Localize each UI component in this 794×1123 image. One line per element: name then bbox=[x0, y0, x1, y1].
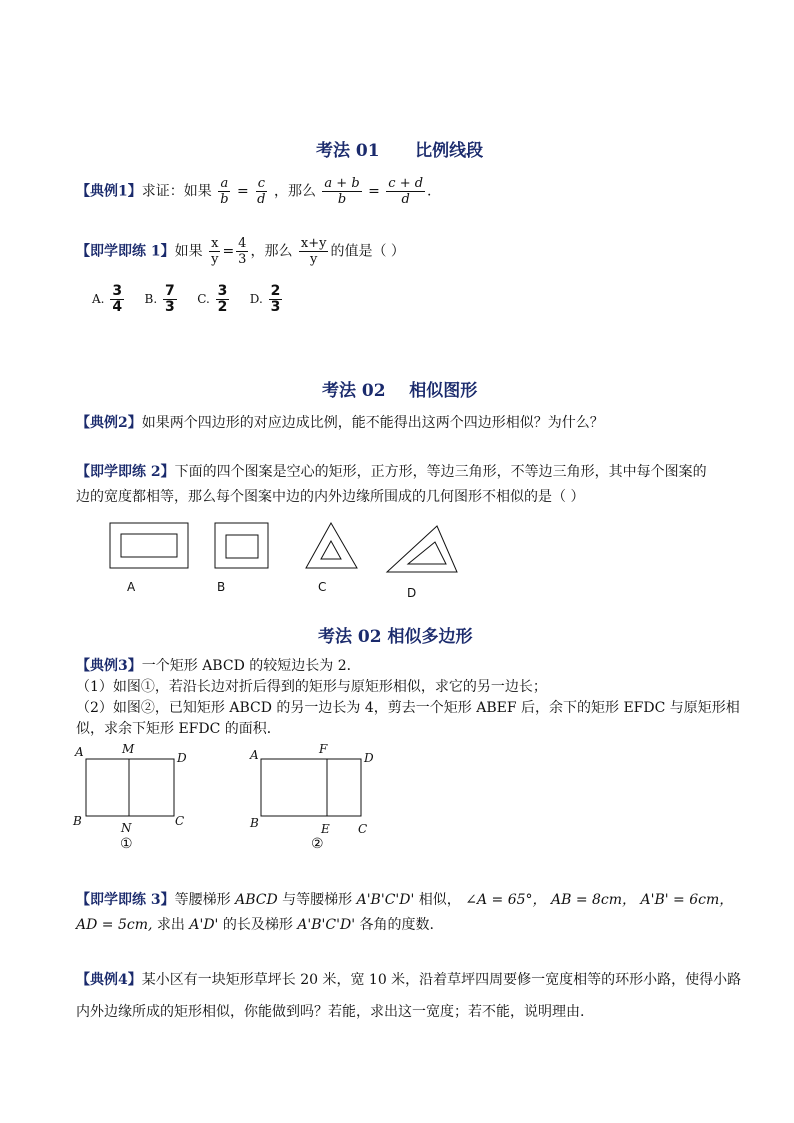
fig1-point-d: D bbox=[177, 751, 187, 765]
example-4-line-2: 内外边缘所成的矩形相似，你能做到吗？若能，求出这一宽度；若不能，说明理由. bbox=[76, 1004, 585, 1020]
equals-sign: = bbox=[222, 243, 235, 260]
section-title-2: 考法 02 相似图形 bbox=[322, 381, 478, 401]
fraction-a-over-b: $\frac{a}{b}$ bbox=[220, 176, 229, 207]
practice-1-text-a: 如果 bbox=[174, 243, 203, 260]
example-3-line-3: （2）如图②，已知矩形 ABCD 的另一边长为 4，剪去一个矩形 ABEF 后，余下的矩形 EFDC 与原矩形相 bbox=[76, 700, 740, 716]
fig2-point-a: A bbox=[250, 748, 259, 762]
section-title-1: 考法 01 比例线段 bbox=[316, 141, 484, 161]
fig1-point-c: C bbox=[175, 814, 185, 828]
fig2-point-f: F bbox=[319, 742, 328, 756]
practice-2-text-1: 下面的四个图案是空心的矩形，正方形，等边三角形，不等边三角形，其中每个图案的 bbox=[174, 464, 707, 480]
practice-2-tag: 【即学即练 2】 bbox=[76, 464, 175, 480]
example-3-line-2: （1）如图①，若沿长边对折后得到的矩形与原矩形相似，求它的另一边长； bbox=[76, 679, 547, 695]
practice-2-line-2: 边的宽度都相等，那么每个图案中边的内外边缘所围成的几何图形不相似的是（ ） bbox=[76, 489, 585, 505]
example-1-text-a: 求证：如果 bbox=[141, 183, 212, 200]
fig1-point-n: N bbox=[121, 821, 132, 835]
example-4-line-1 bbox=[76, 969, 741, 989]
practice-3-angle: ∠A = 65°， bbox=[465, 892, 547, 908]
example-3-line-4: 似，求余下矩形 EFDC 的面积． bbox=[76, 721, 281, 737]
fig2-point-e: E bbox=[321, 822, 330, 836]
practice-3-trapezoid: A'B'C'D' bbox=[297, 917, 356, 933]
practice-3-text-c: 与等腰梯形 bbox=[277, 892, 357, 908]
practice-1-text-b: ，那么 bbox=[250, 243, 293, 260]
example-1-tag: 【典例1】 bbox=[76, 183, 142, 200]
practice-3-text-e: 相似， bbox=[414, 892, 461, 908]
choice-c[interactable]: C. $\frac{3}{2}$ bbox=[197, 283, 228, 315]
figure-b-label: B bbox=[217, 580, 226, 594]
equals-sign: = bbox=[368, 183, 380, 200]
practice-3-apdp: A'D' bbox=[189, 917, 219, 933]
fig2-point-d: D bbox=[364, 751, 374, 765]
example-2-tag: 【典例2】 bbox=[76, 415, 142, 431]
practice-3-apbp: A'B' = 6cm， bbox=[640, 892, 734, 908]
fraction-a-plus-b-over-b: $\frac{a + b}{b}$ bbox=[324, 176, 360, 207]
practice-1-tag: 【即学即练 1】 bbox=[76, 243, 175, 260]
fig2-point-b: B bbox=[250, 816, 259, 830]
practice-3-line-1 bbox=[76, 889, 733, 909]
fraction-c-plus-d-over-d: $\frac{c + d}{d}$ bbox=[388, 176, 424, 207]
example-2-text: 如果两个四边形的对应边成比例，能不能得出这两个四边形相似？为什么？ bbox=[141, 415, 604, 431]
practice-3-text-d: A'B'C'D' bbox=[356, 892, 415, 908]
example-1-text-b: ，那么 bbox=[273, 183, 316, 200]
figure-2-caption: ② bbox=[311, 836, 324, 852]
example-4-text-1: 某小区有一块矩形草坪长 20 米，宽 10 米，沿着草坪四周要修一宽度相等的环形小路，使得小路 bbox=[141, 972, 742, 988]
practice-3-ad: AD = 5cm, bbox=[76, 917, 153, 933]
practice-3-text-a: 等腰梯形 bbox=[174, 892, 236, 908]
practice-3-ab: AB = 8cm， bbox=[550, 892, 637, 908]
practice-3-line-2 bbox=[76, 914, 434, 934]
figure-2-rectangle bbox=[261, 759, 361, 816]
choice-a[interactable]: A. $\frac{3}{4}$ bbox=[92, 283, 123, 315]
choice-d[interactable]: D. $\frac{2}{3}$ bbox=[249, 283, 281, 315]
practice-3-text-f: 求出 bbox=[152, 917, 190, 933]
practice-3-tag: 【即学即练 3】 bbox=[76, 892, 175, 908]
figure-a-label: A bbox=[127, 580, 136, 594]
example-3-text-1: 一个矩形 ABCD 的较短边长为 2． bbox=[141, 658, 361, 674]
figure-c-label: C bbox=[318, 580, 327, 594]
section-title-3: 考法 02 相似多边形 bbox=[318, 627, 473, 647]
equals-sign: = bbox=[236, 183, 249, 200]
period: . bbox=[427, 183, 432, 200]
practice-1-text-c: 的值是（ ） bbox=[330, 243, 405, 260]
fraction-xy-over-y: $\frac{x+y}{y}$ bbox=[300, 236, 327, 267]
example-3-tag: 【典例3】 bbox=[76, 658, 142, 674]
fig1-point-b: B bbox=[73, 814, 82, 828]
figure-d-label: D bbox=[407, 586, 417, 600]
fig1-point-a: A bbox=[75, 745, 84, 759]
fraction-c-over-d: $\frac{c}{d}$ bbox=[257, 176, 266, 207]
fig2-point-c: C bbox=[358, 822, 368, 836]
practice-3-text-b: ABCD bbox=[235, 892, 278, 908]
fraction-4-over-3: $\frac{4}{3}$ bbox=[238, 236, 247, 267]
figure-1-caption: ① bbox=[120, 836, 133, 852]
fraction-x-over-y: $\frac{x}{y}$ bbox=[211, 236, 219, 267]
practice-3-text-h: 各角的度数. bbox=[355, 917, 434, 933]
figure-1-rectangle bbox=[86, 759, 174, 816]
example-4-tag: 【典例4】 bbox=[76, 972, 142, 988]
choice-b[interactable]: B. $\frac{7}{3}$ bbox=[144, 283, 175, 315]
fig1-point-m: M bbox=[122, 742, 135, 756]
practice-3-text-g: 的长及梯形 bbox=[218, 917, 298, 933]
